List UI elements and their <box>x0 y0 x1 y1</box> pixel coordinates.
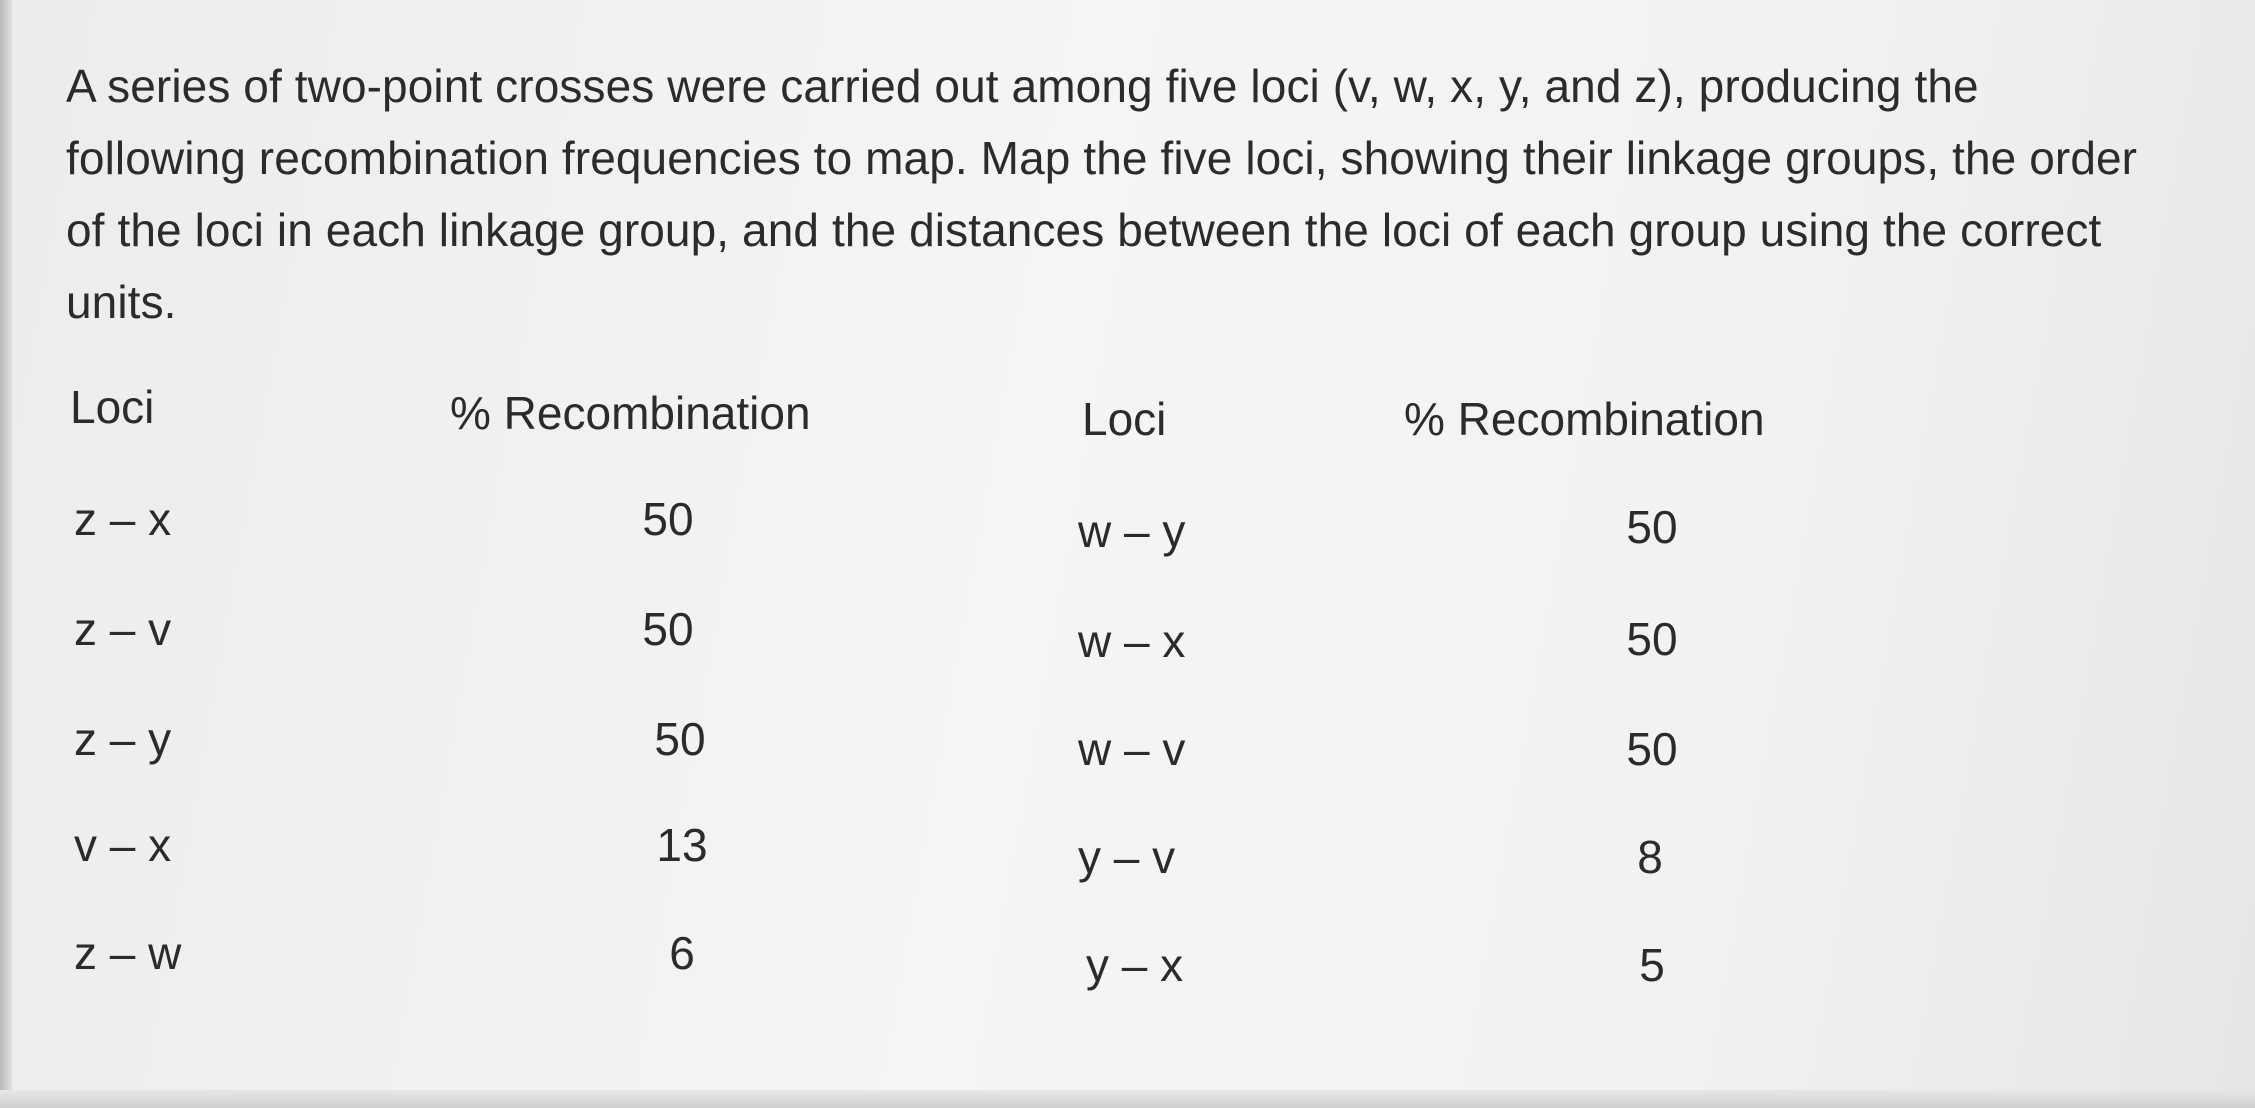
question-line-3: of the loci in each linkage group, and the distances between the loci of each group using the correct <box>66 204 2102 256</box>
left-row-4-loci: v – x <box>74 819 172 871</box>
right-row-5-loci: y – x <box>1086 939 1184 991</box>
question-line-2: following recombination frequencies to map. Map the five loci, showing their linkage groups, the order <box>66 132 2138 184</box>
left-row-3-loci: z – y <box>74 713 172 765</box>
right-row-3-recombination: 50 <box>1626 723 1678 775</box>
left-row-5-loci: z – w <box>74 927 182 979</box>
question-text <box>66 50 2255 338</box>
right-row-4-recombination: 8 <box>1637 831 1663 883</box>
page-left-edge <box>0 0 12 1108</box>
header-recombination-left: % Recombination <box>450 387 811 439</box>
header-loci-left: Loci <box>70 381 155 433</box>
header-loci-right: Loci <box>1082 393 1167 445</box>
right-row-3-loci: w – v <box>1078 723 1186 775</box>
left-row-3-recombination: 50 <box>654 713 706 765</box>
right-row-2-loci: w – x <box>1078 615 1186 667</box>
left-row-2-recombination: 50 <box>642 603 694 655</box>
left-row-5-recombination: 6 <box>669 927 695 979</box>
right-row-2-recombination: 50 <box>1626 613 1678 665</box>
right-row-5-recombination: 5 <box>1639 939 1665 991</box>
left-row-2-loci: z – v <box>74 603 172 655</box>
question-line-1: A series of two-point crosses were carried out among five loci (v, w, x, y, and z), producing the <box>66 60 1979 112</box>
right-row-1-recombination: 50 <box>1626 501 1678 553</box>
right-row-4-loci: y – v <box>1078 831 1176 883</box>
right-row-1-loci: w – y <box>1078 505 1186 557</box>
left-row-1-loci: z – x <box>74 493 172 545</box>
header-recombination-right: % Recombination <box>1404 393 1765 445</box>
left-row-1-recombination: 50 <box>642 493 694 545</box>
left-row-4-recombination: 13 <box>656 819 708 871</box>
question-line-4: units. <box>66 276 177 328</box>
page-bottom-edge <box>0 1090 2255 1108</box>
